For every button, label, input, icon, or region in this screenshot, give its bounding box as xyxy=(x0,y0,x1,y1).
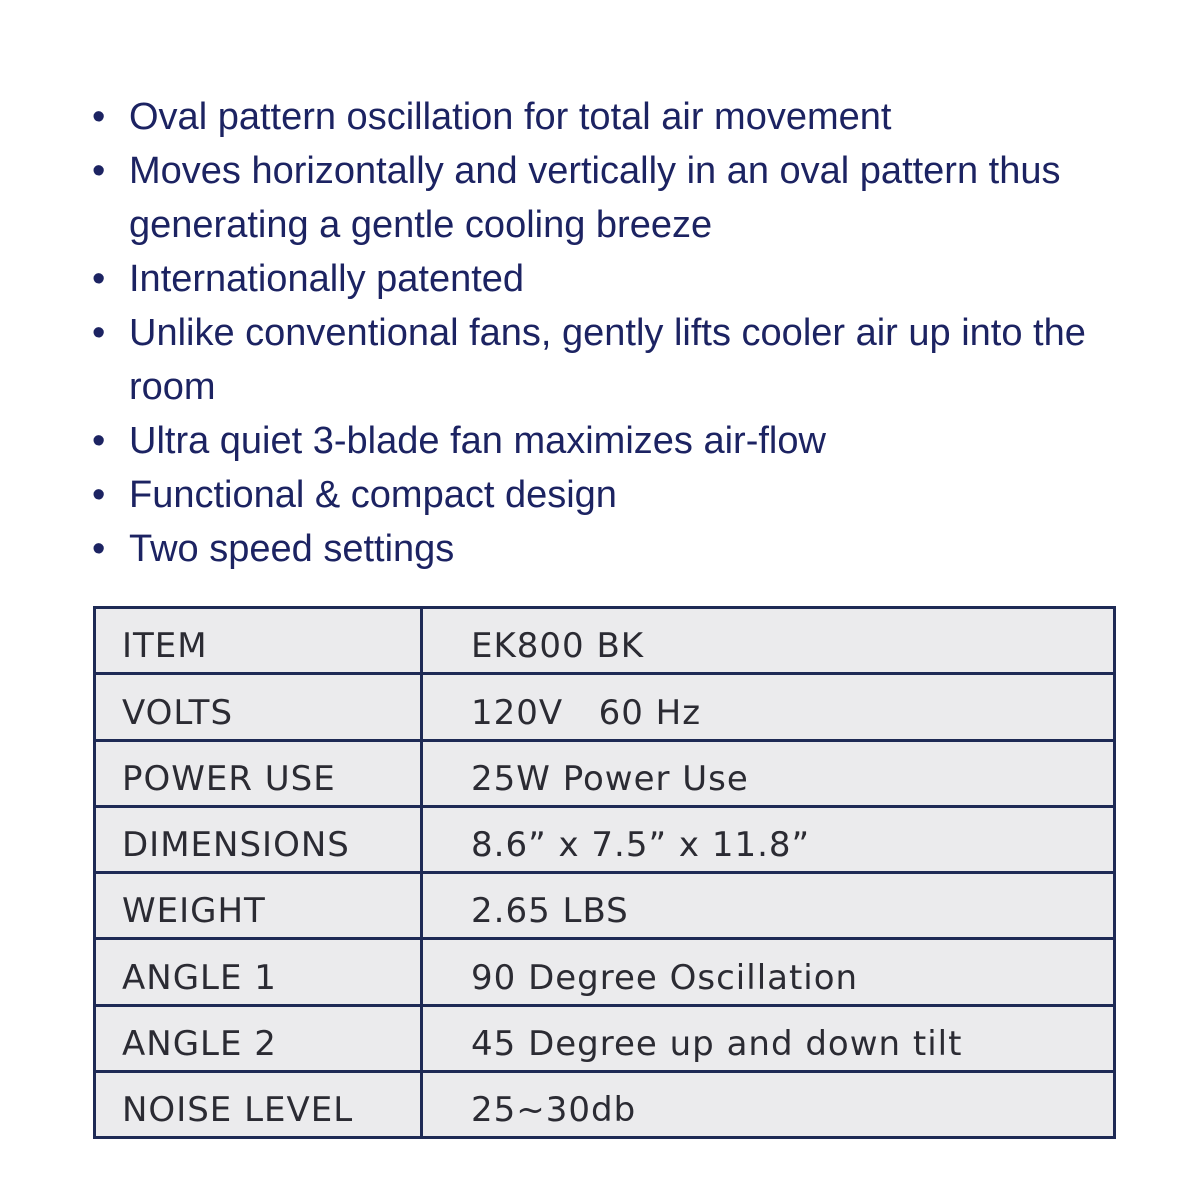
spec-label-noise-level: NOISE LEVEL xyxy=(96,1073,420,1136)
spec-label-angle-1: ANGLE 1 xyxy=(96,940,420,1003)
spec-label-weight: WEIGHT xyxy=(96,874,420,937)
feature-text: Moves horizontally and vertically in an oval pattern thus generating a gentle cooling breeze xyxy=(129,150,1061,246)
spec-value-volts: 120V 60 Hz xyxy=(423,675,1113,738)
feature-text: Internationally patented xyxy=(129,258,525,300)
bullet-icon: • xyxy=(92,150,106,192)
bullet-icon: • xyxy=(92,258,106,300)
bullet-icon: • xyxy=(92,474,106,516)
spec-value-power-use: 25W Power Use xyxy=(423,742,1113,805)
spec-value-dimensions: 8.6” x 7.5” x 11.8” xyxy=(423,808,1113,871)
feature-text: Functional & compact design xyxy=(129,474,617,516)
feature-text: Unlike conventional fans, gently lifts cooler air up into the room xyxy=(129,312,1086,408)
bullet-icon: • xyxy=(92,420,106,462)
spec-value-angle-2: 45 Degree up and down tilt xyxy=(423,1007,1113,1070)
spec-value-item: EK800 BK xyxy=(423,609,1113,672)
feature-item xyxy=(92,522,1132,576)
spec-label-angle-2: ANGLE 2 xyxy=(96,1007,420,1070)
feature-text: Oval pattern oscillation for total air movement xyxy=(129,96,892,138)
feature-item xyxy=(92,468,1132,522)
feature-item xyxy=(92,90,1132,144)
spec-label-power-use: POWER USE xyxy=(96,742,420,805)
bullet-icon: • xyxy=(92,312,106,354)
feature-item xyxy=(92,306,1132,414)
spec-value-weight: 2.65 LBS xyxy=(423,874,1113,937)
bullet-icon: • xyxy=(92,96,106,138)
spec-label-item: ITEM xyxy=(96,609,420,672)
spec-label-dimensions: DIMENSIONS xyxy=(96,808,420,871)
spec-value-angle-1: 90 Degree Oscillation xyxy=(423,940,1113,1003)
feature-text: Ultra quiet 3-blade fan maximizes air-flow xyxy=(129,420,826,462)
spec-label-volts: VOLTS xyxy=(96,675,420,738)
feature-list xyxy=(92,90,1132,576)
feature-text: Two speed settings xyxy=(129,528,455,570)
feature-item xyxy=(92,144,1132,252)
spec-table xyxy=(93,606,1116,1139)
bullet-icon: • xyxy=(92,528,106,570)
feature-item xyxy=(92,414,1132,468)
spec-value-noise-level: 25~30db xyxy=(423,1073,1113,1136)
feature-item xyxy=(92,252,1132,306)
